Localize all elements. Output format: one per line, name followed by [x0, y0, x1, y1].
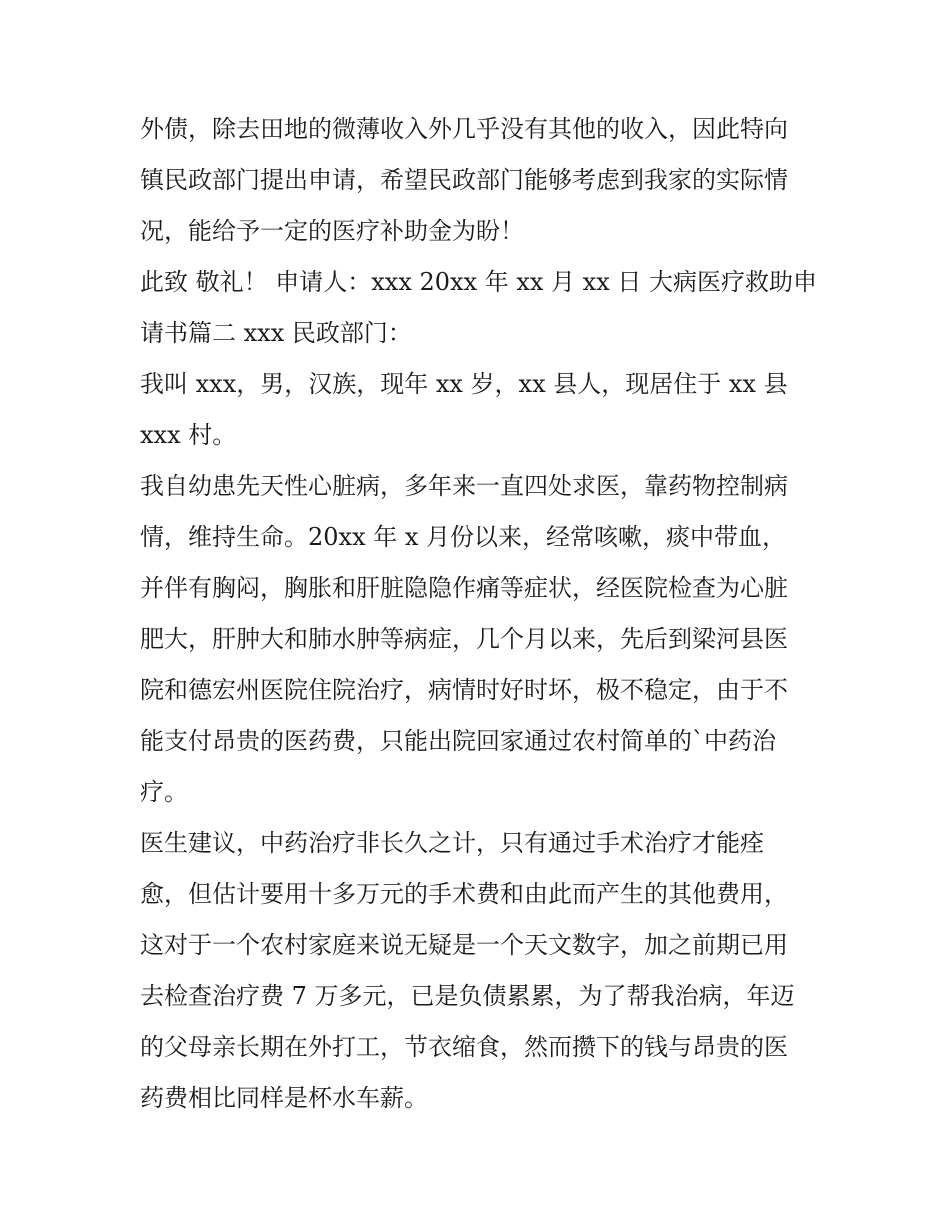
- document-body: [140, 104, 820, 1124]
- text-line: 药费相比同样是杯水车薪。: [140, 1084, 428, 1112]
- text-line: 我叫 xxx，男，汉族，现年 xx 岁，xx 县人，现居住于 xx 县: [140, 370, 788, 398]
- text-line: xxx 村。: [140, 421, 237, 449]
- text-line: 愈，但估计要用十多万元的手术费和由此而产生的其他费用，: [140, 880, 788, 908]
- text-line: 并伴有胸闷，胸胀和肝脏隐隐作痛等症状，经医院检查为心脏: [140, 574, 788, 602]
- text-line: 此致 敬礼！ 申请人：xxx 20xx 年 xx 月 xx 日 大病医疗救助申: [140, 268, 818, 296]
- text-line: 疗。: [140, 778, 188, 806]
- text-line: 院和德宏州医院住院治疗，病情时好时坏，极不稳定，由于不: [140, 676, 788, 704]
- text-line: 的父母亲长期在外打工，节衣缩食，然而攒下的钱与昂贵的医: [140, 1033, 788, 1061]
- text-line: 外债，除去田地的微薄收入外几乎没有其他的收入，因此特向: [140, 115, 788, 143]
- text-line: 医生建议，中药治疗非长久之计，只有通过手术治疗才能痊: [140, 829, 764, 857]
- text-line: 能支付昂贵的医药费，只能出院回家通过农村简单的`中药治: [140, 727, 776, 755]
- text-line: 我自幼患先天性心脏病，多年来一直四处求医，靠药物控制病: [140, 472, 788, 500]
- text-line: 请书篇二 xxx 民政部门：: [140, 319, 412, 347]
- text-line: 镇民政部门提出申请，希望民政部门能够考虑到我家的实际情: [140, 166, 788, 194]
- text-line: 这对于一个农村家庭来说无疑是一个天文数字，加之前期已用: [140, 931, 788, 959]
- text-line: 情，维持生命。20xx 年 x 月份以来，经常咳嗽，痰中带血，: [140, 523, 787, 551]
- text-line: 况，能给予一定的医疗补助金为盼！: [140, 217, 524, 245]
- text-line: 去检查治疗费 7 万多元，已是负债累累，为了帮我治病，年迈: [140, 982, 795, 1010]
- text-line: 肥大，肝肿大和肺水肿等病症，几个月以来，先后到梁河县医: [140, 625, 788, 653]
